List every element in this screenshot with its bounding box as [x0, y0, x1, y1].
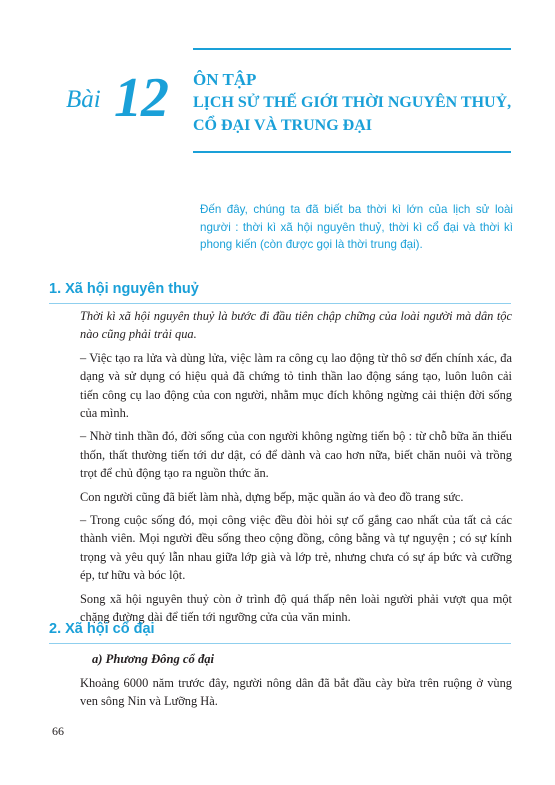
header-bottom-rule: [193, 151, 511, 153]
section-1-paragraph-3: – Nhờ tinh thần đó, đời sống của con người không ngừng tiến bộ : từ chỗ bữa ăn thiếu thốn, thất thường tiến tới dư dật, có để dành và cao hơn nữa, biết chăn nuôi và trồng trọt để chủ động tạo ra nguồn thức ăn.: [80, 429, 512, 481]
section-2-heading: 2. Xã hội cổ đại: [49, 621, 155, 637]
section-1-body: [80, 307, 512, 632]
section-1-paragraph-5: – Trong cuộc sống đó, mọi công việc đều đòi hỏi sự cố gắng cao nhất của tất cả các thành viên. Mọi người đều sống theo cộng đồng, công bằng và tự nguyện ; có sự kính trọng và yêu quý lẫn nhau giữa lớp già và lớp trẻ, nhưng chưa có sự áp bức và cưỡng ép, tư hữu và bóc lột.: [80, 513, 512, 583]
lesson-number: 12: [114, 67, 168, 129]
lesson-word: Bài: [66, 86, 101, 113]
section-2-rule: [49, 643, 511, 644]
lesson-title-line-1: ÔN TẬP: [193, 70, 257, 89]
section-2-subheading: a) Phương Đông cổ đại: [92, 652, 215, 666]
header-top-rule: [193, 48, 511, 50]
section-1-rule: [49, 303, 511, 304]
section-1-paragraph-4: Con người cũng đã biết làm nhà, dựng bếp, mặc quần áo và đeo đồ trang sức.: [80, 489, 464, 504]
section-1-paragraph-1: Thời kì xã hội nguyên thuỷ là bước đi đầu tiên chập chững của loài người mà dân tộc nào cũng phải trải qua.: [80, 309, 512, 342]
intro-paragraph: Đến đây, chúng ta đã biết ba thời kì lớn của lịch sử loài người : thời kì xã hội nguyên thuỷ, thời kì cổ đại và thời kì phong kiến (còn được gọi là thời trung đại).: [200, 203, 513, 251]
lesson-title-line-3: CỔ ĐẠI VÀ TRUNG ĐẠI: [193, 117, 372, 134]
section-1-heading: 1. Xã hội nguyên thuỷ: [49, 281, 199, 297]
section-1-paragraph-6: Song xã hội nguyên thuỷ còn ở trình độ quá thấp nên loài người phải vượt qua một chặng đường dài để tiến tới ngưỡng cửa của văn minh.: [80, 591, 512, 625]
section-2-paragraph-1: Khoảng 6000 năm trước đây, người nông dân đã bắt đầu cày bừa trên ruộng ở vùng ven sông Nin và Lưỡng Hà.: [80, 676, 512, 709]
section-2-body: [80, 674, 512, 716]
lesson-title-line-2: LỊCH SỬ THẾ GIỚI THỜI NGUYÊN THUỶ,: [193, 94, 512, 111]
section-1-paragraph-2: – Việc tạo ra lửa và dùng lửa, việc làm ra công cụ lao động từ thô sơ đến chính xác, đa dạng và sử dụng có hiệu quả đã chứng tỏ tinh thần lao động sáng tạo, luôn luôn cải tiến công cụ lao động của con người, nhằm mục đích không ngừng cải thiện đời sống của mình.: [80, 350, 512, 421]
lesson-title: [193, 68, 511, 137]
page-number: 66: [52, 724, 64, 738]
